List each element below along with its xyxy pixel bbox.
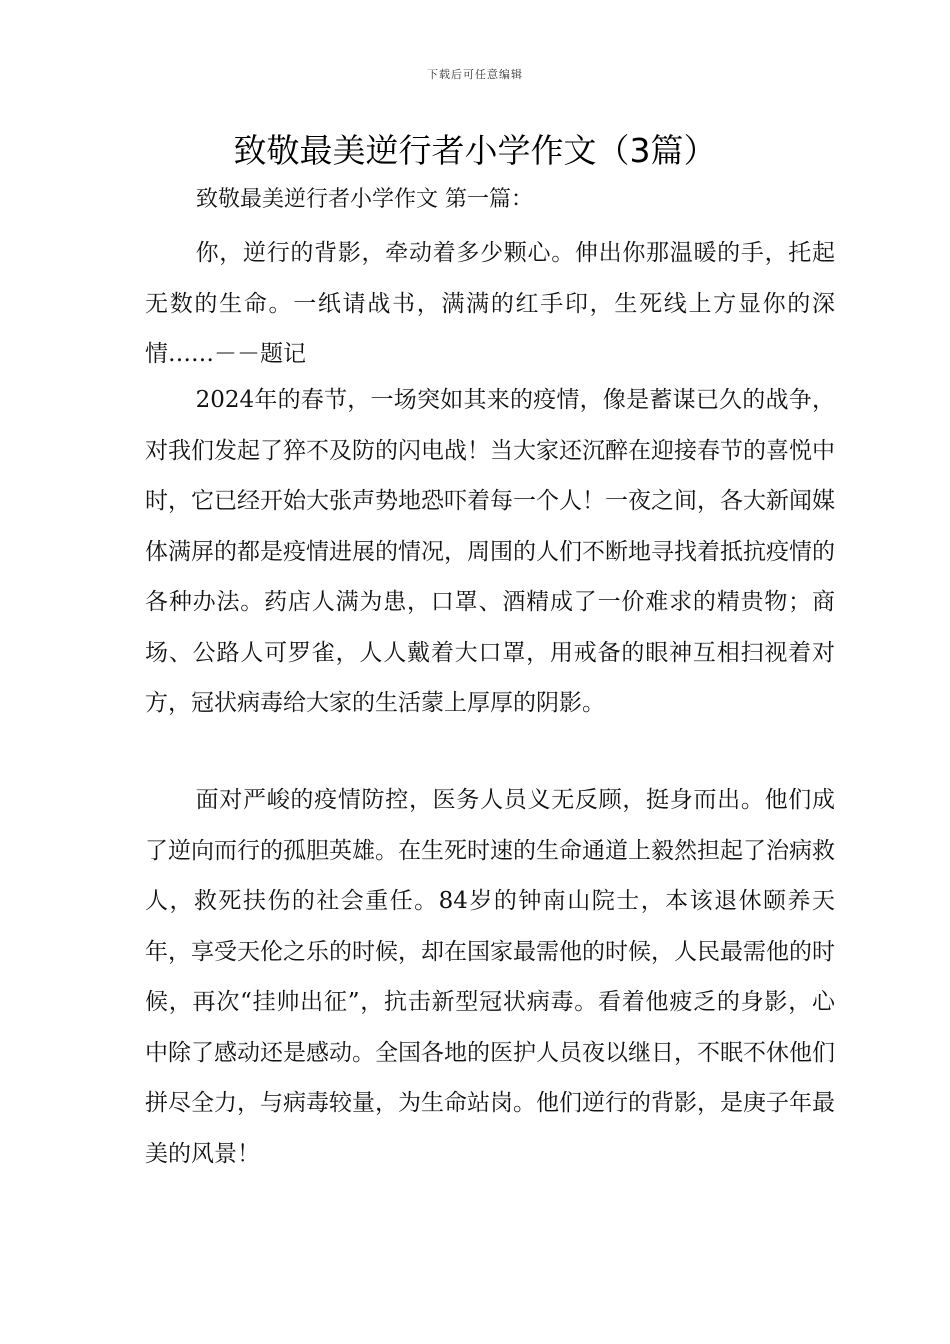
document-title: 致敬最美逆行者小学作文（3篇） xyxy=(233,131,717,170)
paragraph-epigraph: 你，逆行的背影，牵动着多少颗心。伸出你那温暖的手，托起无数的生命。一纸请战书，满满的红手印，生死线上方显你的深情……－－题记 xyxy=(145,240,835,367)
page-header-note: 下载后可任意编辑 xyxy=(427,68,523,81)
section-subtitle: 致敬最美逆行者小学作文 第一篇： xyxy=(196,187,533,212)
paragraph-outbreak: 2024年的春节，一场突如其来的疫情，像是蓄谋已久的战争，对我们发起了猝不及防的闪电战！当大家还沉醉在迎接春节的喜悦中时，它已经开始大张声势地恐吓着每一个人！一夜之间，各大新闻媒体满屏的都是疫情进展的情况，周围的人们不断地寻找着抵抗疫情的各种办法。药店人满为患，口罩、酒精成了一价难求的精贵物；商场、公路人可罗雀，人人戴着大口罩，用戒备的眼神互相扫视着对方，冠状病毒给大家的生活蒙上厚厚的阴影。 xyxy=(145,387,835,716)
paragraph-medical-workers: 面对严峻的疫情防控，医务人员义无反顾，挺身而出。他们成了逆向而行的孤胆英雄。在生死时速的生命通道上毅然担起了治病救人，救死扶伤的社会重任。84岁的钟南山院士，本该退休颐养天年，享受天伦之乐的时候，却在国家最需他的时候，人民最需他的时候，再次“挂帅出征”，抗击新型冠状病毒。看着他疲乏的身影，心中除了感动还是感动。全国各地的医护人员夜以继日，不眠不休他们拼尽全力，与病毒较量，为生命站岗。他们逆行的背影，是庚子年最美的风景！ xyxy=(145,787,835,1167)
